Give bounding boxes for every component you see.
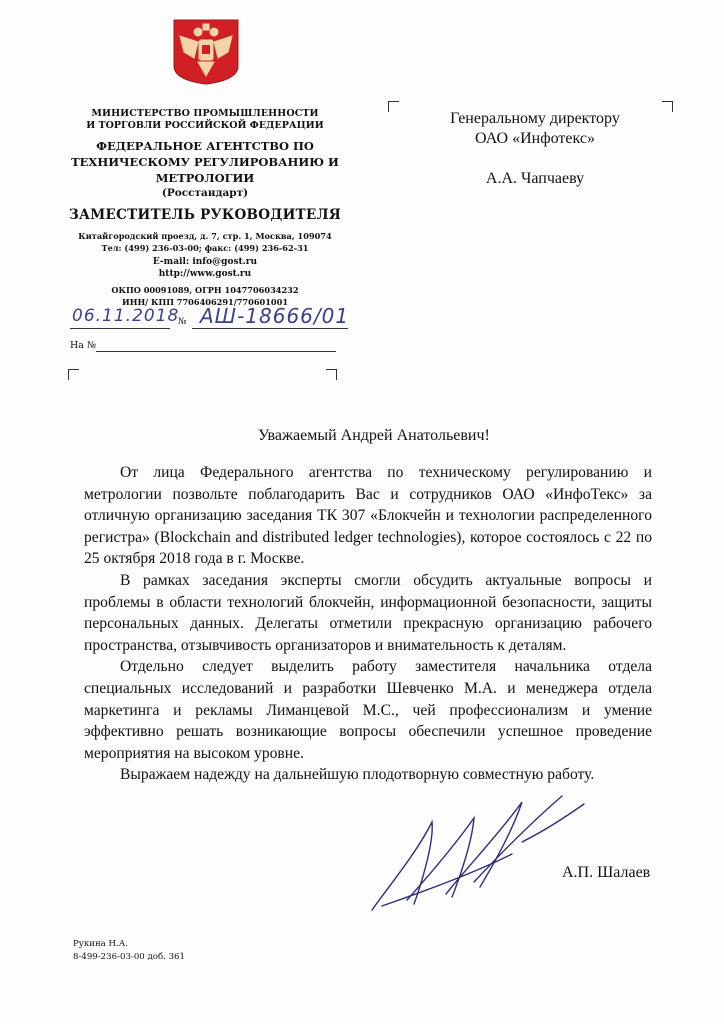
- registration-date: 06.11.2018: [72, 306, 180, 326]
- executor-phone: 8-499-236-03-00 доб. 361: [73, 952, 185, 962]
- paragraph-4: Выражаем надежду на дальнейшую плодотворную совместную работу.: [120, 766, 595, 784]
- position-title: ЗАМЕСТИТЕЛЬ РУКОВОДИТЕЛЯ: [68, 207, 342, 223]
- number-underline: [192, 328, 348, 329]
- paragraph-2: В рамках заседания эксперты смогли обсудить актуальные вопросы и проблемы в области технологий блокчейн, информационной безопасности, защиты персональных данных. Делегаты отметили прекрасную организацию рабочего пространства, отзывчивость организаторов и внимательность к деталям.: [84, 571, 652, 654]
- addressee-line-2: ОАО «Инфотекс»: [475, 130, 595, 147]
- agency-line-1: ФЕДЕРАЛЬНОЕ АГЕНТСТВО ПО: [96, 139, 314, 153]
- executor-name: Рукина Н.А.: [73, 939, 128, 949]
- agency-website: http://www.gost.ru: [158, 269, 252, 279]
- agency-codes-1: ОКПО 00091089, ОГРН 1047706034232: [111, 285, 299, 295]
- registration-number-label: №: [178, 317, 187, 327]
- agency-email: E-mail: info@gost.ru: [152, 257, 258, 267]
- reply-to-label: На №: [70, 340, 96, 351]
- corner-mark: [68, 369, 79, 380]
- paragraph-3: Отдельно следует выделить работу заместителя начальника отдела специальных исследований и разработки Шевченко М.А. и менеджера отдела маркетинга и рекламы Лиманцевой М.С., чей профессионализм и умение эффективно решать возникающие вопросы обеспечили успешное проведение мероприятия на высоком уровне.: [84, 658, 652, 762]
- corner-mark: [388, 101, 399, 112]
- agency-line-3: МЕТРОЛОГИИ: [155, 171, 255, 185]
- registration-number: АШ-18666/01: [200, 304, 350, 328]
- date-underline: [70, 328, 170, 329]
- agency-line-2: ТЕХНИЧЕСКОМУ РЕГУЛИРОВАНИЮ И: [71, 155, 339, 169]
- signatory-name: А.П. Шалаев: [562, 864, 651, 881]
- agency-address: Китайгородский проезд, д. 7, стр. 1, Москва, 109074: [78, 231, 332, 241]
- ministry-line-2: И ТОРГОВЛИ РОССИЙСКОЙ ФЕДЕРАЦИИ: [86, 120, 324, 131]
- ministry-line-1: МИНИСТЕРСТВО ПРОМЫШЛЕННОСТИ: [91, 108, 319, 119]
- corner-mark: [326, 369, 337, 380]
- addressee-line-1: Генеральному директору: [450, 110, 620, 127]
- corner-mark: [662, 101, 673, 112]
- agency-phones: Тел: (499) 236-03-00; факс: (499) 236-62-31: [101, 243, 309, 253]
- russian-coat-of-arms-icon: [170, 18, 242, 86]
- handwritten-signature: [362, 782, 602, 922]
- letter-body: [84, 462, 652, 786]
- agency-codes-2: ИНН/ КПП 7706406291/770601001: [121, 297, 289, 307]
- paragraph-1: От лица Федерального агентства по техническому регулированию и метрологии позвольте поблагодарить Вас и сотрудников ОАО «ИнфоТекс» за отличную организацию заседания ТК 307 «Блокчейн и технологии распределенного регистра» (Blockchain and distributed ledger technologies), которое состоялось с 22 по 25 октября 2018 года в г. Москве.: [84, 464, 652, 568]
- reply-underline: [96, 351, 336, 352]
- greeting: Уважаемый Андрей Анатольевич!: [258, 427, 490, 444]
- agency-short-name: (Росстандарт): [161, 187, 249, 199]
- addressee-name: А.А. Чапчаеву: [485, 170, 585, 187]
